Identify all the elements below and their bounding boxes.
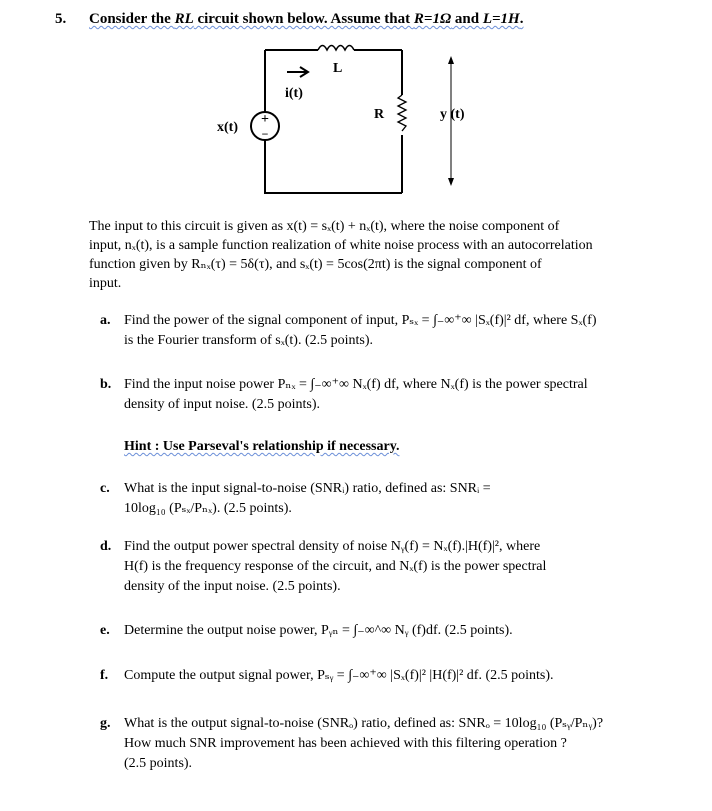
part-g-line-2: How much SNR improvement has been achieved with this filtering operation ? <box>124 736 567 751</box>
problem-number: 5. <box>55 11 67 27</box>
part-d-line-3: density of the input noise. (2.5 points). <box>124 579 341 594</box>
output-label: y (t) <box>440 107 465 122</box>
part-f-line-1: Compute the output signal power, Pₛᵧ = ∫₋∞⁺∞ |Sₓ(f)|² |H(f)|² df. (2.5 points). <box>124 668 554 683</box>
part-d-line-2: H(f) is the frequency response of the circuit, and Nₓ(f) is the power spectral <box>124 559 547 574</box>
part-d-line-1: Find the output power spectral density of noise Nᵧ(f) = Nₓ(f).|H(f)|², where <box>124 539 541 554</box>
output-arrow-up <box>448 56 454 64</box>
part-c-line-2: 10log₁₀ (Pₛₓ/Pₙₓ). (2.5 points). <box>124 501 292 516</box>
part-g-line-1: What is the output signal-to-noise (SNRₒ) ratio, defined as: SNRₒ = 10log₁₀ (Pₛᵧ/Pₙᵧ)? <box>124 716 604 731</box>
part-g-line-3: (2.5 points). <box>124 756 193 771</box>
part-b-line-2: density of input noise. (2.5 points). <box>124 397 320 412</box>
part-c-label: c. <box>100 481 110 496</box>
current-label: i(t) <box>285 86 303 101</box>
intro-paragraph <box>89 217 664 293</box>
intro-line-4: input. <box>89 276 122 291</box>
resistor-label: R <box>374 107 385 122</box>
part-g-label: g. <box>100 716 111 731</box>
part-e-label: e. <box>100 623 110 638</box>
part-b-line-1: Find the input noise power Pₙₓ = ∫₋∞⁺∞ Nₓ(f) df, where Nₓ(f) is the power spectral <box>124 377 588 392</box>
part-a-label: a. <box>100 313 111 328</box>
bottom-wire <box>265 140 402 193</box>
resistor-symbol <box>398 95 406 131</box>
inductor-label: L <box>333 61 343 76</box>
part-e-line-1: Determine the output noise power, Pᵧₙ = ∫₋∞^∞ Nᵧ (f)df. (2.5 points). <box>124 623 513 638</box>
part-a-line-2: is the Fourier transform of sₓ(t). (2.5 points). <box>124 333 374 348</box>
source-minus: − <box>261 127 269 141</box>
source-plus: + <box>261 112 269 127</box>
output-arrow-down <box>448 178 454 186</box>
inductor-symbol <box>318 46 354 51</box>
intro-line-1: The input to this circuit is given as x(t) = sₓ(t) + nₓ(t), where the noise component of <box>89 219 560 234</box>
part-b-label: b. <box>100 377 112 392</box>
part-c-line-1: What is the input signal-to-noise (SNRᵢ) ratio, defined as: SNRᵢ = <box>124 481 491 496</box>
intro-line-2: input, nₓ(t), is a sample function realization of white noise process with an autocorrelation <box>89 238 593 253</box>
input-label: x(t) <box>217 120 238 135</box>
intro-line-3: function given by Rₙₓ(τ) = 5δ(τ), and sₓ(t) = 5cos(2πt) is the signal component of <box>89 257 542 272</box>
part-f-label: f. <box>100 668 109 683</box>
part-a-line-1: Find the power of the signal component of input, Pₛₓ = ∫₋∞⁺∞ |Sₓ(f)|² df, where Sₓ(f) <box>124 313 597 328</box>
part-d-label: d. <box>100 539 112 554</box>
problem-title: Consider the RL circuit shown below. Assume that R=1Ω and L=1H. <box>89 11 524 27</box>
hint-text: Hint : Use Parseval's relationship if necessary. <box>124 439 400 454</box>
rl-circuit-diagram <box>205 40 480 200</box>
